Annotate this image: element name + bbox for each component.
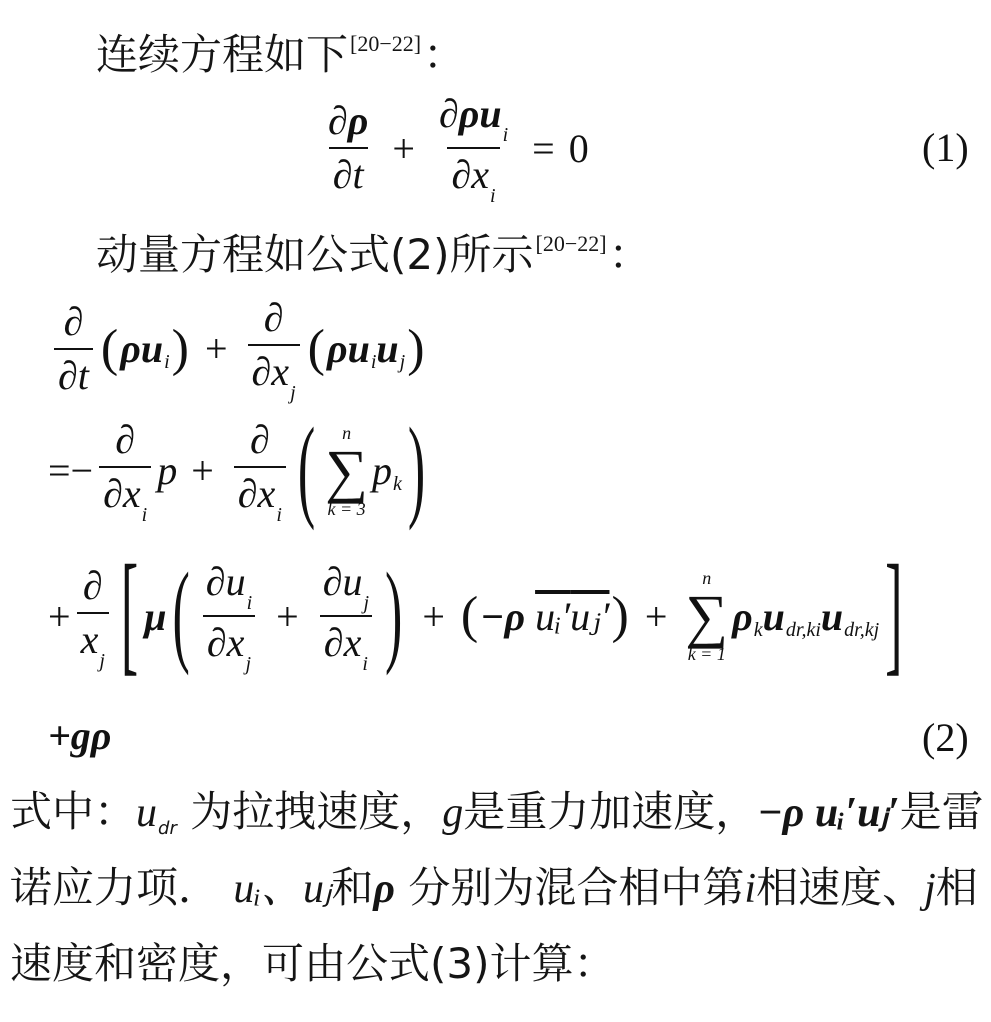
fraction-dui-dxj: $\frac{\partial u_i}{\partial x_j}$ — [202, 560, 256, 672]
equation-number-2: (2) — [922, 715, 969, 760]
colon: ： — [608, 230, 651, 279]
fraction-drhou-dx: $\frac{\partial\rho u_i}{\partial x_i}$ — [438, 91, 509, 207]
plus-operator: + — [392, 125, 415, 171]
fraction-d-dt: $\frac{\partial}{\partial t}$ — [54, 300, 93, 398]
equation-2-line-3: + $\frac{\partial}{x_j}$ [ μ ( $\frac{\partial u_i}{\partial x_j}$ + $\frac{\partial u_j}{\partial x_i}$ ) + ( −ρ uᵢ′uⱼ′ ) + n ∑ k = 1 ρ k u dr,ki u dr,kj ] — [48, 540, 903, 689]
continuity-intro-text: 连续方程如下 — [96, 30, 349, 79]
fraction-d-xj: $\frac{\partial}{x_j}$ — [77, 564, 109, 669]
citation: [20−22] — [350, 31, 422, 56]
momentum-intro — [96, 218, 651, 281]
fraction-d-dxi: $\frac{\partial}{\partial x_i}$ — [99, 418, 151, 523]
fraction-d-dxj: $\frac{\partial}{\partial x_j}$ — [248, 296, 300, 401]
equation-2-line-4: +gρ — [48, 713, 112, 758]
equation-2-line-1: $\frac{\partial}{\partial t}$ ( ρ u i ) + $\frac{\partial}{\partial x_j}$ ( ρ u i u j ) — [48, 296, 427, 401]
paragraph-line-2: 诺应力项． uᵢ、uⱼ和ρ 分别为混合相中第i相速度、j相 — [10, 863, 978, 912]
paragraph-line-3: 速度和密度，可由公式(3)计算： — [10, 939, 616, 988]
equals-operator: = — [532, 125, 555, 171]
equation-1 — [318, 91, 589, 207]
citation: [20−22] — [535, 231, 607, 256]
zero: 0 — [568, 125, 589, 171]
momentum-intro-text: 动量方程如公式(2)所示 — [96, 230, 534, 279]
summation-k1: n ∑ k = 1 — [685, 568, 729, 664]
continuity-intro — [96, 18, 465, 81]
summation-k3: n ∑ k = 3 — [325, 422, 368, 519]
colon: ： — [423, 30, 466, 79]
fraction-d-dxi-2: $\frac{\partial}{\partial x_i}$ — [234, 418, 286, 523]
paragraph-line-1: 式中：udr 为拉拽速度，g是重力加速度，−ρ uᵢ′uⱼ′是雷 — [10, 787, 984, 839]
equation-2-line-2: =− $\frac{\partial}{\partial x_i}$ p + $\frac{\partial}{\partial x_i}$ ( n ∑ k = 3 p k ) — [48, 406, 426, 533]
fraction-drho-dt: $\frac{\partial\rho}{\partial t}$ — [328, 98, 369, 197]
equation-number-1: (1) — [922, 125, 969, 170]
fraction-duj-dxi: $\frac{\partial u_j}{\partial x_i}$ — [319, 560, 373, 672]
